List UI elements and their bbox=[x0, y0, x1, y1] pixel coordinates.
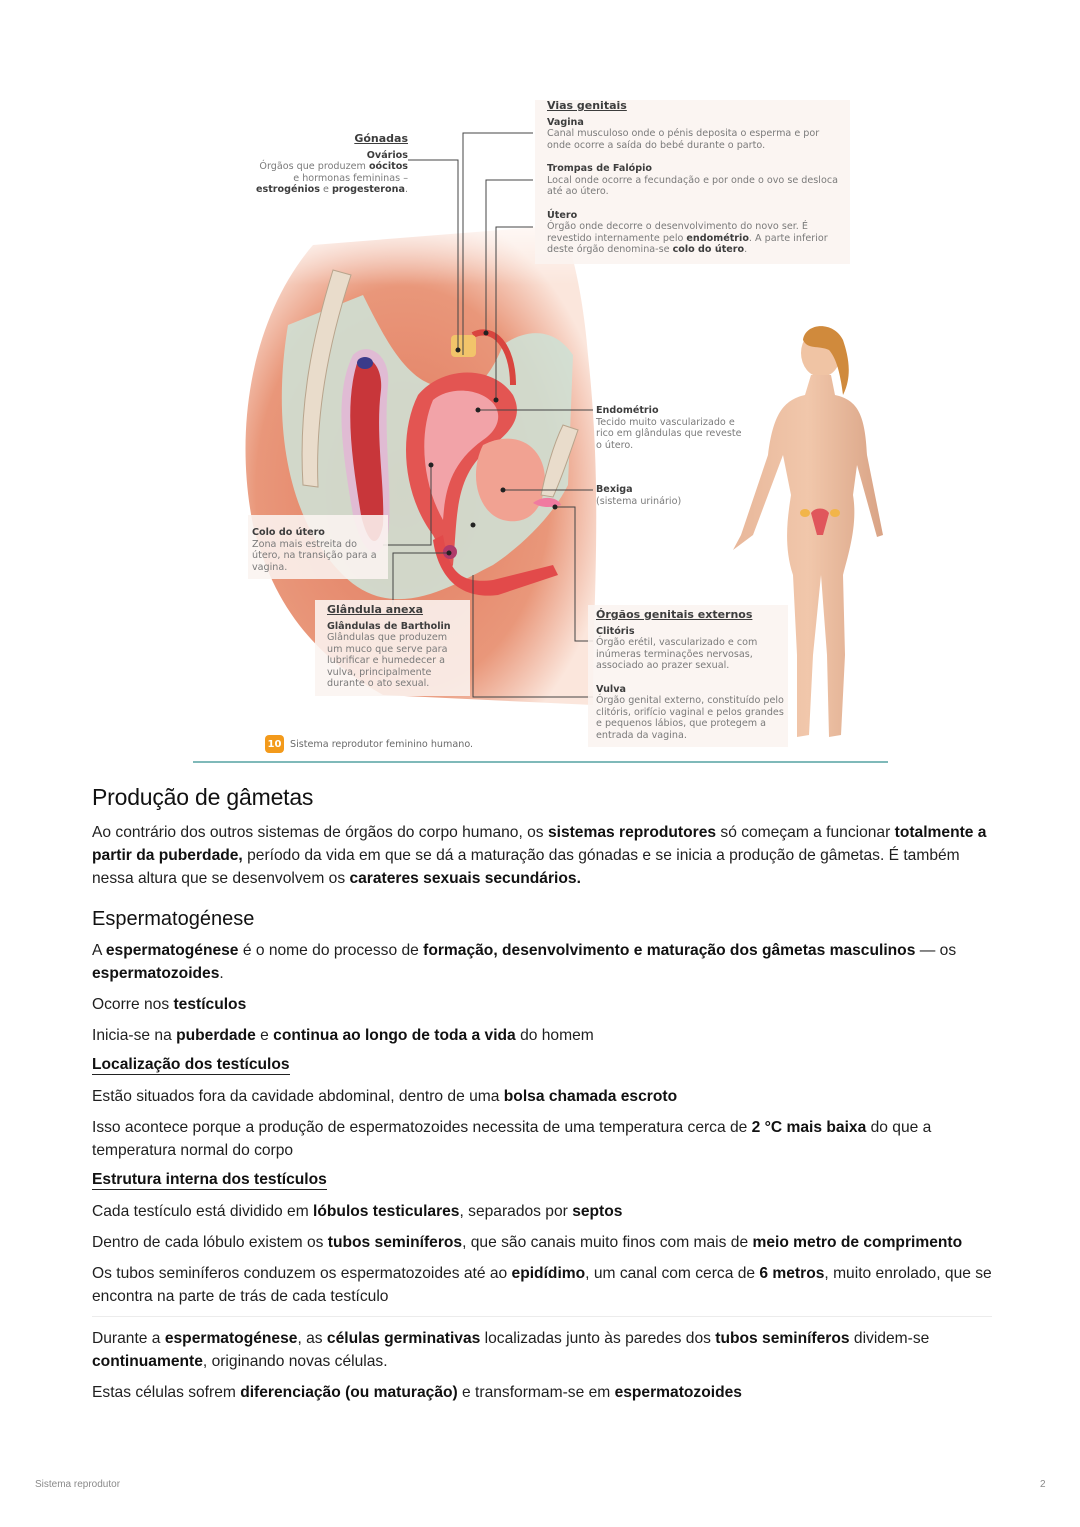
label-endometrio: Endométrio Tecido muito vascularizado e rico em glândulas que reveste o útero. bbox=[596, 405, 742, 451]
paragraph-escroto: Estão situados fora da cavidade abdominal, dentro de uma bolsa chamada escroto bbox=[92, 1088, 678, 1105]
figure-number-badge: 10 bbox=[265, 735, 284, 753]
paragraph-temperatura: Isso acontece porque a produção de espermatozoides necessita de uma temperatura cerca de 2 °C mais baixa do que a temperatura normal do corpo bbox=[92, 1119, 932, 1159]
paragraph-lobulos: Cada testículo está dividido em lóbulos testiculares, separados por septos bbox=[92, 1203, 623, 1220]
paragraph-location: Ocorre nos testículos bbox=[92, 996, 247, 1013]
label-gonadas: Gónadas Ovários Órgãos que produzem oócitos e hormonas femininas – estrogénios e progesterona. bbox=[256, 132, 408, 195]
paragraph-epididimo: Os tubos seminíferos conduzem os espermatozoides até ao epidídimo, um canal com cerca de 6 metros, muito enrolado, que se encontra na parte de trás de cada testículo bbox=[92, 1265, 992, 1305]
label-glandula-anexa: Glândula anexa Glândulas de Bartholin Glândulas que produzem um muco que serve para lubrificar e humedecer a vulva, principalmente durante o ato sexual. bbox=[315, 600, 470, 696]
label-bexiga: Bexiga (sistema urinário) bbox=[596, 484, 682, 507]
paragraph-definition: A espermatogénese é o nome do processo de formação, desenvolvimento e maturação dos gâmetas masculinos — os espermatozoides. bbox=[92, 942, 957, 982]
footer-page-number: 2 bbox=[1040, 1479, 1046, 1490]
section-title: Produção de gâmetas bbox=[92, 784, 314, 810]
footer-document-title: Sistema reprodutor bbox=[35, 1479, 121, 1490]
subsection-title: Espermatogénese bbox=[92, 908, 255, 930]
paragraph-onset: Inicia-se na puberdade e continua ao longo de toda a vida do homem bbox=[92, 1027, 594, 1044]
intro-paragraph: Ao contrário dos outros sistemas de órgãos do corpo humano, os sistemas reprodutores só começam a funcionar totalmente a partir da puberdade, período da vida em que se dá a maturação das gónadas e se inicia a produção de gâmetas. É também nessa altura que se desenvolvem os carateres sexuais secundários. bbox=[92, 824, 987, 887]
figure-divider bbox=[193, 761, 888, 763]
figure-caption-text: Sistema reprodutor feminino humano. bbox=[290, 738, 474, 750]
label-vias-genitais: Vias genitais Vagina Canal musculoso onde o pénis deposita o esperma e por onde ocorre a saída do bebé durante o parto. Trompas de Falópio Local onde ocorre a fecundação e por onde o ovo se desloca até ao útero. Útero Órgão onde decorre o desenvolvimento do novo ser. É revestido internamente pelo endométrio. A parte inferior deste órgão denomina-se colo do útero. bbox=[535, 100, 850, 264]
label-colo-do-utero: Colo do útero Zona mais estreita do útero, na transição para a vagina. bbox=[248, 515, 388, 579]
figure-caption bbox=[265, 735, 473, 753]
heading-estrutura: Estrutura interna dos testículos bbox=[92, 1171, 327, 1188]
divider bbox=[92, 1316, 992, 1317]
paragraph-tubos: Dentro de cada lóbulo existem os tubos seminíferos, que são canais muito finos com mais de meio metro de comprimento bbox=[92, 1234, 963, 1251]
document-body bbox=[92, 784, 992, 1412]
anatomy-figure bbox=[193, 95, 888, 765]
heading-localizacao: Localização dos testículos bbox=[92, 1056, 290, 1073]
label-orgaos-genitais-externos: Órgãos genitais externos Clitóris Órgão erétil, vascularizado e com inúmeras terminações nervosas, associado ao prazer sexual. Vulva Órgão genital externo, constituído pelo clitóris, orifício vaginal e pelos grandes e pequenos lábios, que protegem a entrada da vagina. bbox=[588, 605, 788, 747]
paragraph-celulas-germinativas: Durante a espermatogénese, as células germinativas localizadas junto às paredes dos tubos seminíferos dividem-se continuamente, originando novas células. bbox=[92, 1330, 930, 1370]
paragraph-diferenciacao: Estas células sofrem diferenciação (ou maturação) e transformam-se em espermatozoides bbox=[92, 1384, 742, 1401]
